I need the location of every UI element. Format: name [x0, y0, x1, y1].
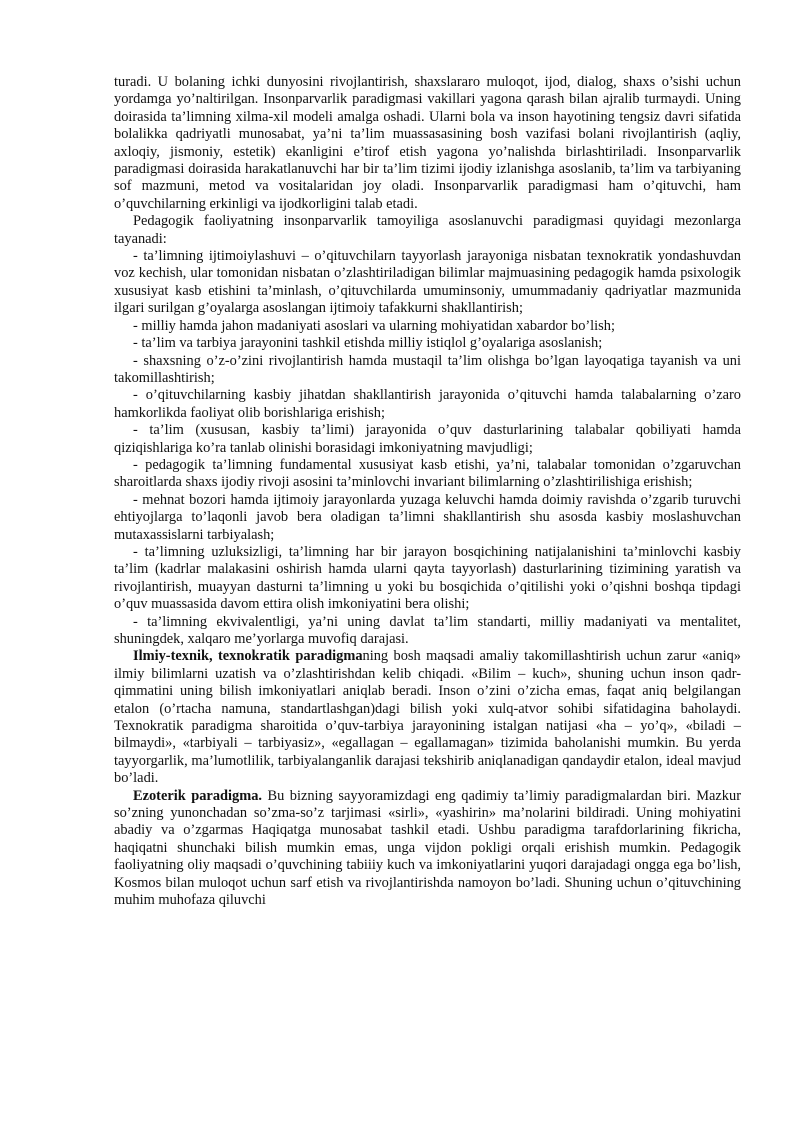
list-item-text: - o’qituvchilarning kasbiy jihatdan shakllantirish jarayonida o’qituvchi hamda talabalarning o’zaro hamkorlikda faoliyat olib borishlariga erishish;: [114, 387, 741, 421]
paragraph-2: [114, 213, 741, 248]
list-item-culture: [114, 318, 741, 335]
list-item-text: - ta’lim va tarbiya jarayonini tashkil etishda milliy istiqlol g’oyalariga asoslanish;: [133, 335, 603, 352]
list-item-national-ideas: [114, 335, 741, 352]
list-item-fundamental: [114, 457, 741, 492]
list-item-self-development: [114, 353, 741, 388]
document-page: [114, 74, 741, 910]
paragraph-technocratic-heading: Ilmiy-texnik, texnokratik paradigma: [133, 648, 363, 665]
paragraph-esoteric: [114, 788, 741, 910]
list-item-text: - ta’limning ijtimoiylashuvi – o’qituvchilarn tayyorlash jarayoniga nisbatan texnokratik yondashuvdan voz kechish, ular tomonidan nisbatan o’zlashtiriladigan bilimlar majmuasining pedagogik hamda psixologik xususiyat kasb etishini ta’minlash, o’qituvchilarda umuminsoniy, umummadaniy qadriyatlar mazmunida ilgari surilgan g’oyalarga asoslangan ijtimoiy tafakkurni shakllantirish;: [114, 248, 741, 317]
list-item-continuity: [114, 544, 741, 614]
list-item-text: - shaxsning o’z-o’zini rivojlantirish hamda mustaqil ta’lim olishga bo’lgan layoqatiga tayanish va uni takomillashtirish;: [114, 352, 741, 386]
paragraph-esoteric-heading: Ezoterik paradigma.: [133, 787, 262, 804]
list-item-curriculum-choice: [114, 422, 741, 457]
list-item-text: - ta’lim (xususan, kasbiy ta’limi) jarayonida o’quv dasturlarining talabalar qobiliyati hamda qiziqishlariga ko’ra tanlab olinishi borasidagi imkoniyatning mavjudligi;: [114, 422, 741, 456]
paragraph-2-text: Pedagogik faoliyatning insonparvarlik tamoyiliga asoslanuvchi paradigmasi quyidagi mezonlarga tayanadi:: [114, 213, 741, 247]
list-item-text: - milliy hamda jahon madaniyati asoslari va ularning mohiyatidan xabardor bo’lish;: [133, 317, 615, 334]
paragraph-technocratic-text: ning bosh maqsadi amaliy takomillashtirish uchun zarur «aniq» ilmiy bilimlarni uzatish va o’zlashtirishdan kelib chiqadi. «Bilim – kuch», shuning uchun inson qadr-qimmatini uning bilish imkoniyatlari aniqlab beradi. Inson o’zini o’zicha emas, faqat aniq belgilangan etalon (o’rtacha namuna, standartlashgan)dagi bilish yoki xulq-atvor sohibi sifatidagina baholaydi. Texnokratik paradigma sharoitida o’quv-tarbiya jarayonining istalgan natijasi «ha – yo’q», «biladi – bilmaydi», «tarbiyali – tarbiyasiz», «egallagan – egallamagan» tizimida baholanishi mumkin. Bu yerda tayyorgarlik, ma’lumotlilik, tarbiyalanganlik darajasi tekshirib aniqlanadigan qandaydir etalon, ideal mavjud bo’ladi.: [114, 648, 741, 787]
list-item-equivalence: [114, 614, 741, 649]
paragraph-technocratic: [114, 648, 741, 787]
list-item-text: - ta’limning ekvivalentligi, ya’ni uning davlat ta’lim standarti, milliy madaniyati va mentalitet, shuningdek, xalqaro me’yorlarga muvofiq darajasi.: [114, 613, 741, 647]
list-item-text: - ta’limning uzluksizligi, ta’limning har bir jarayon bosqichining natijalanishini ta’minlovchi kasbiy ta’lim (kadrlar malakasini oshirish hamda ularni qayta tayyorlash) dasturlarining tizimining yaratish va rivojlantirish, muayyan dasturni ta’limning u yoki bu bosqichida o’qitilishi yoki o’qishni boshqa tipdagi o’quv muassasida davom ettira olish imkoniyatini bera olishi;: [114, 543, 741, 613]
list-item-text: - pedagogik ta’limning fundamental xususiyat kasb etishi, ya’ni, talabalar tomonidan o’zgaruvchan sharoitlarda shaxs ijodiy rivoji asosini ta’minlovchi invariant bilimlarning o’zlashtirilishiga erishish;: [114, 456, 741, 491]
list-item-cooperation: [114, 387, 741, 422]
paragraph-1: [114, 74, 741, 213]
list-item-labor-market: [114, 492, 741, 544]
list-item-socialization: [114, 248, 741, 318]
paragraph-1-text: turadi. U bolaning ichki dunyosini rivojlantirish, shaxslararo muloqot, ijod, dialog, shaxs o’sishi uchun yordamga yo’naltirilgan. Insonparvarlik paradigmasi vakillari yagona qarash bilan ajralib turmaydi. Uning doirasida ta’limning xilma-xil modeli amalga oshadi. Ularni bola va inson hayotining tengsiz davri sifatida bolalikka qadriyatli munosabat, ya’ni ta’lim muassasasining bosh vazifasi bolani rivojlantirish (aqliy, axloqiy, jismoniy, estetik) ekanligini e’tirof etish yagona yo’nalishda birlashtiriladi. Insonparvarlik paradigmasi doirasida harakatlanuvchi har bir ta’lim tizimi ijodiy izlanishga asoslanib, ta’lim va tarbiyaning sof mazmuni, metod va vositalaridan joy oladi. Insonparvarlik paradigmasi ham o’qituvchi, ham o’quvchilarning erkinligi va ijodkorligini talab etadi.: [114, 74, 741, 212]
paragraph-esoteric-text: Bu bizning sayyoramizdagi eng qadimiy ta’limiy paradigmalardan biri. Mazkur so’zning yunonchadan so’zma-so’z tarjimasi «sirli», «yashirin» ma’nolarini bildiradi. Uning mohiyatini abadiy va o’zgarmas Haqiqatga munosabat tashkil etadi. Ushbu paradigma tarafdorlarining fikricha, haqiqatni shunchaki bilish mumkin emas, unga vijdon pokligi orqali erishish mumkin. Pedagogik faoliyatning oliy maqsadi o’quvchining tabiiiy kuch va imkoniyatlarini yuqori darajadagi ongga ega bo’lish, Kosmos bilan muloqot uchun sarf etish va rivojlantirishda namoyon bo’ladi. Shuning uchun o’qituvchining muhim muhofaza qiluvchi: [114, 787, 741, 909]
list-item-text: - mehnat bozori hamda ijtimoiy jarayonlarda yuzaga keluvchi hamda doimiy ravishda o’zgarib turuvchi ehtiyojlarga to’laqonli javob bera oladigan ta’limni shakllantirish shu asosda kasbiy moslashuvchan mutaxassislarni tarbiyalash;: [114, 491, 741, 543]
